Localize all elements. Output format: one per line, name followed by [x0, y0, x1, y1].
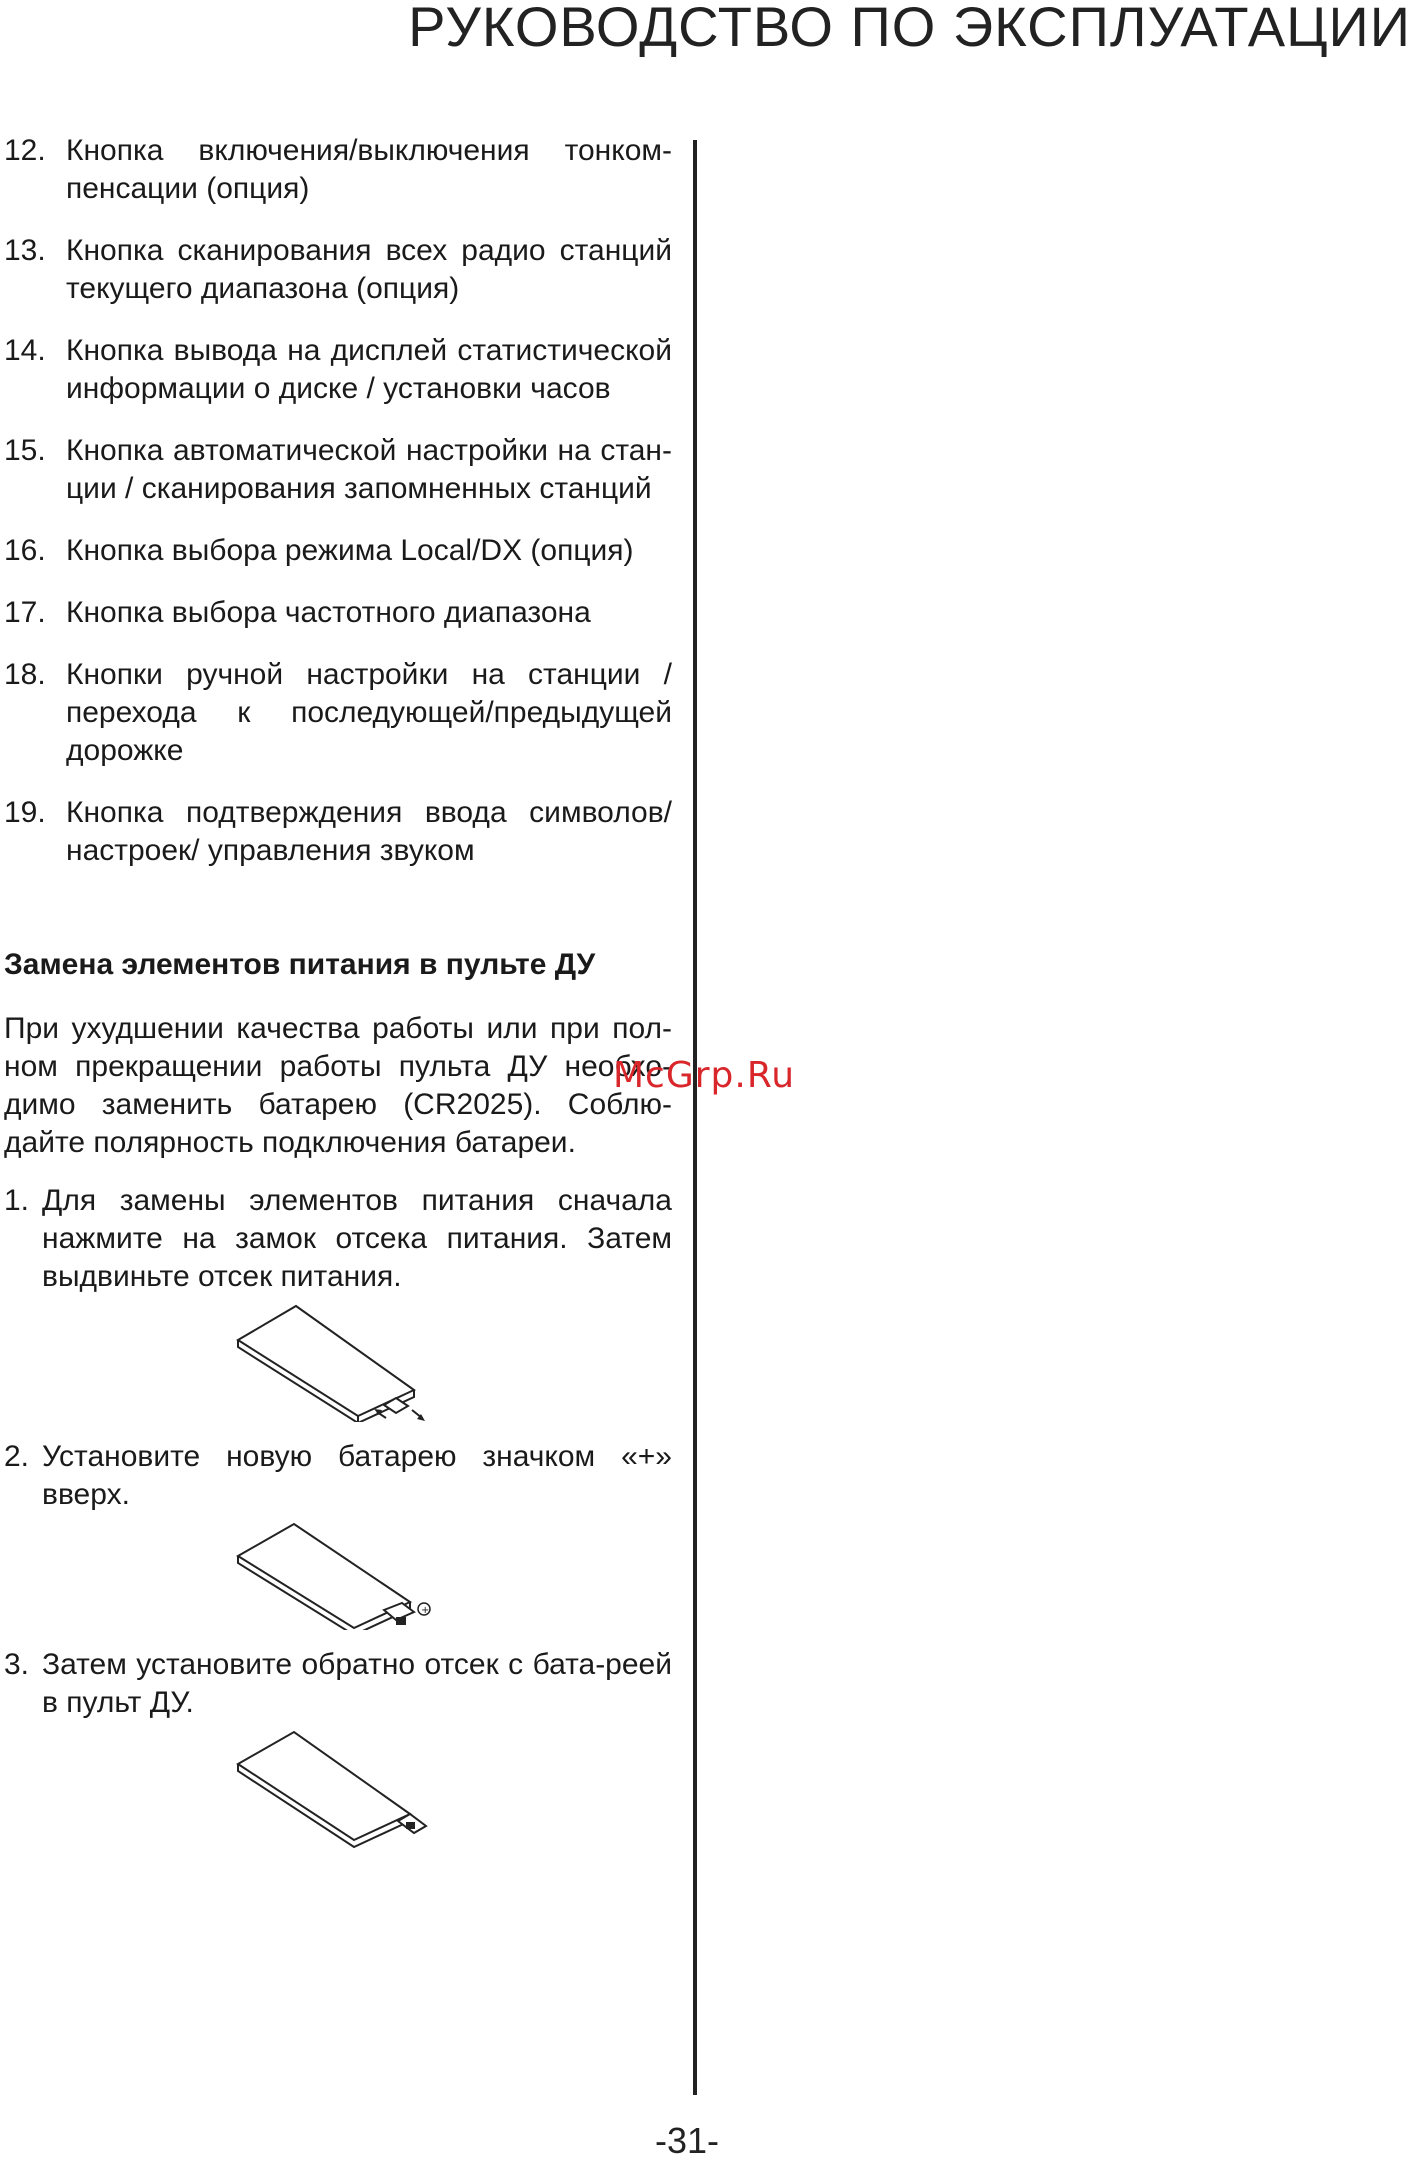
list-item	[0, 656, 672, 770]
list-item	[0, 432, 672, 508]
item-number: 13.	[4, 234, 46, 267]
watermark-text: McGrp.Ru	[613, 1055, 796, 1096]
battery-compartment-open-illustration	[236, 1302, 456, 1422]
step-item	[0, 1182, 672, 1296]
item-text: Кнопки ручной настройки на станции / перехода к последующей/предыдущей дорожке	[66, 658, 672, 767]
page-title: РУКОВОДСТВО ПО ЭКСПЛУАТАЦИИ	[408, 0, 1411, 58]
item-number: 16.	[4, 534, 46, 567]
step-number: 2.	[4, 1440, 30, 1473]
step-number: 1.	[4, 1184, 30, 1217]
item-text: Кнопка автоматической настройки на стан-ции / сканирования запомненных станций	[66, 434, 672, 505]
item-number: 15.	[4, 434, 46, 467]
item-text: Кнопка вывода на дисплей статистической информации о диске / установки часов	[66, 334, 672, 405]
section-heading: Замена элементов питания в пульте ДУ	[4, 948, 596, 981]
section-intro: При ухудшении качества работы или при пол-ном прекращении работы пульта ДУ необхо-димо заменить батарею (CR2025). Соблю-дайте полярность подключения батареи.	[4, 1012, 672, 1159]
step-text: Для замены элементов питания сначала нажмите на замок отсека питания. Затем выдвиньте отсек питания.	[42, 1184, 672, 1293]
item-text: Кнопка сканирования всех радио станций текущего диапазона (опция)	[66, 234, 672, 305]
item-text: Кнопка подтверждения ввода символов/ настроек/ управления звуком	[66, 796, 672, 867]
list-item	[0, 594, 672, 632]
step-text: Затем установите обратно отсек с бата-реей в пульт ДУ.	[42, 1648, 672, 1719]
item-number: 12.	[4, 134, 46, 167]
battery-compartment-close-illustration	[236, 1728, 456, 1848]
item-text: Кнопка выбора частотного диапазона	[66, 596, 591, 629]
step-item	[0, 1646, 672, 1722]
list-item	[0, 532, 672, 570]
left-column	[0, 132, 672, 1864]
item-number: 14.	[4, 334, 46, 367]
page-number: -31-	[655, 2120, 720, 2161]
item-number: 19.	[4, 796, 46, 829]
item-number: 18.	[4, 658, 46, 691]
battery-insert-illustration	[236, 1520, 456, 1630]
step-text: Установите новую батарею значком «+» вверх.	[42, 1440, 672, 1511]
item-text: Кнопка включения/выключения тонком-пенсации (опция)	[66, 134, 672, 205]
column-divider	[693, 140, 697, 2095]
list-item	[0, 132, 672, 208]
item-text: Кнопка выбора режима Local/DX (опция)	[66, 534, 634, 567]
list-item	[0, 794, 672, 870]
list-item	[0, 232, 672, 308]
list-item	[0, 332, 672, 408]
item-number: 17.	[4, 596, 46, 629]
step-number: 3.	[4, 1648, 30, 1681]
step-item	[0, 1438, 672, 1514]
svg-text:+: +	[421, 1605, 430, 1616]
